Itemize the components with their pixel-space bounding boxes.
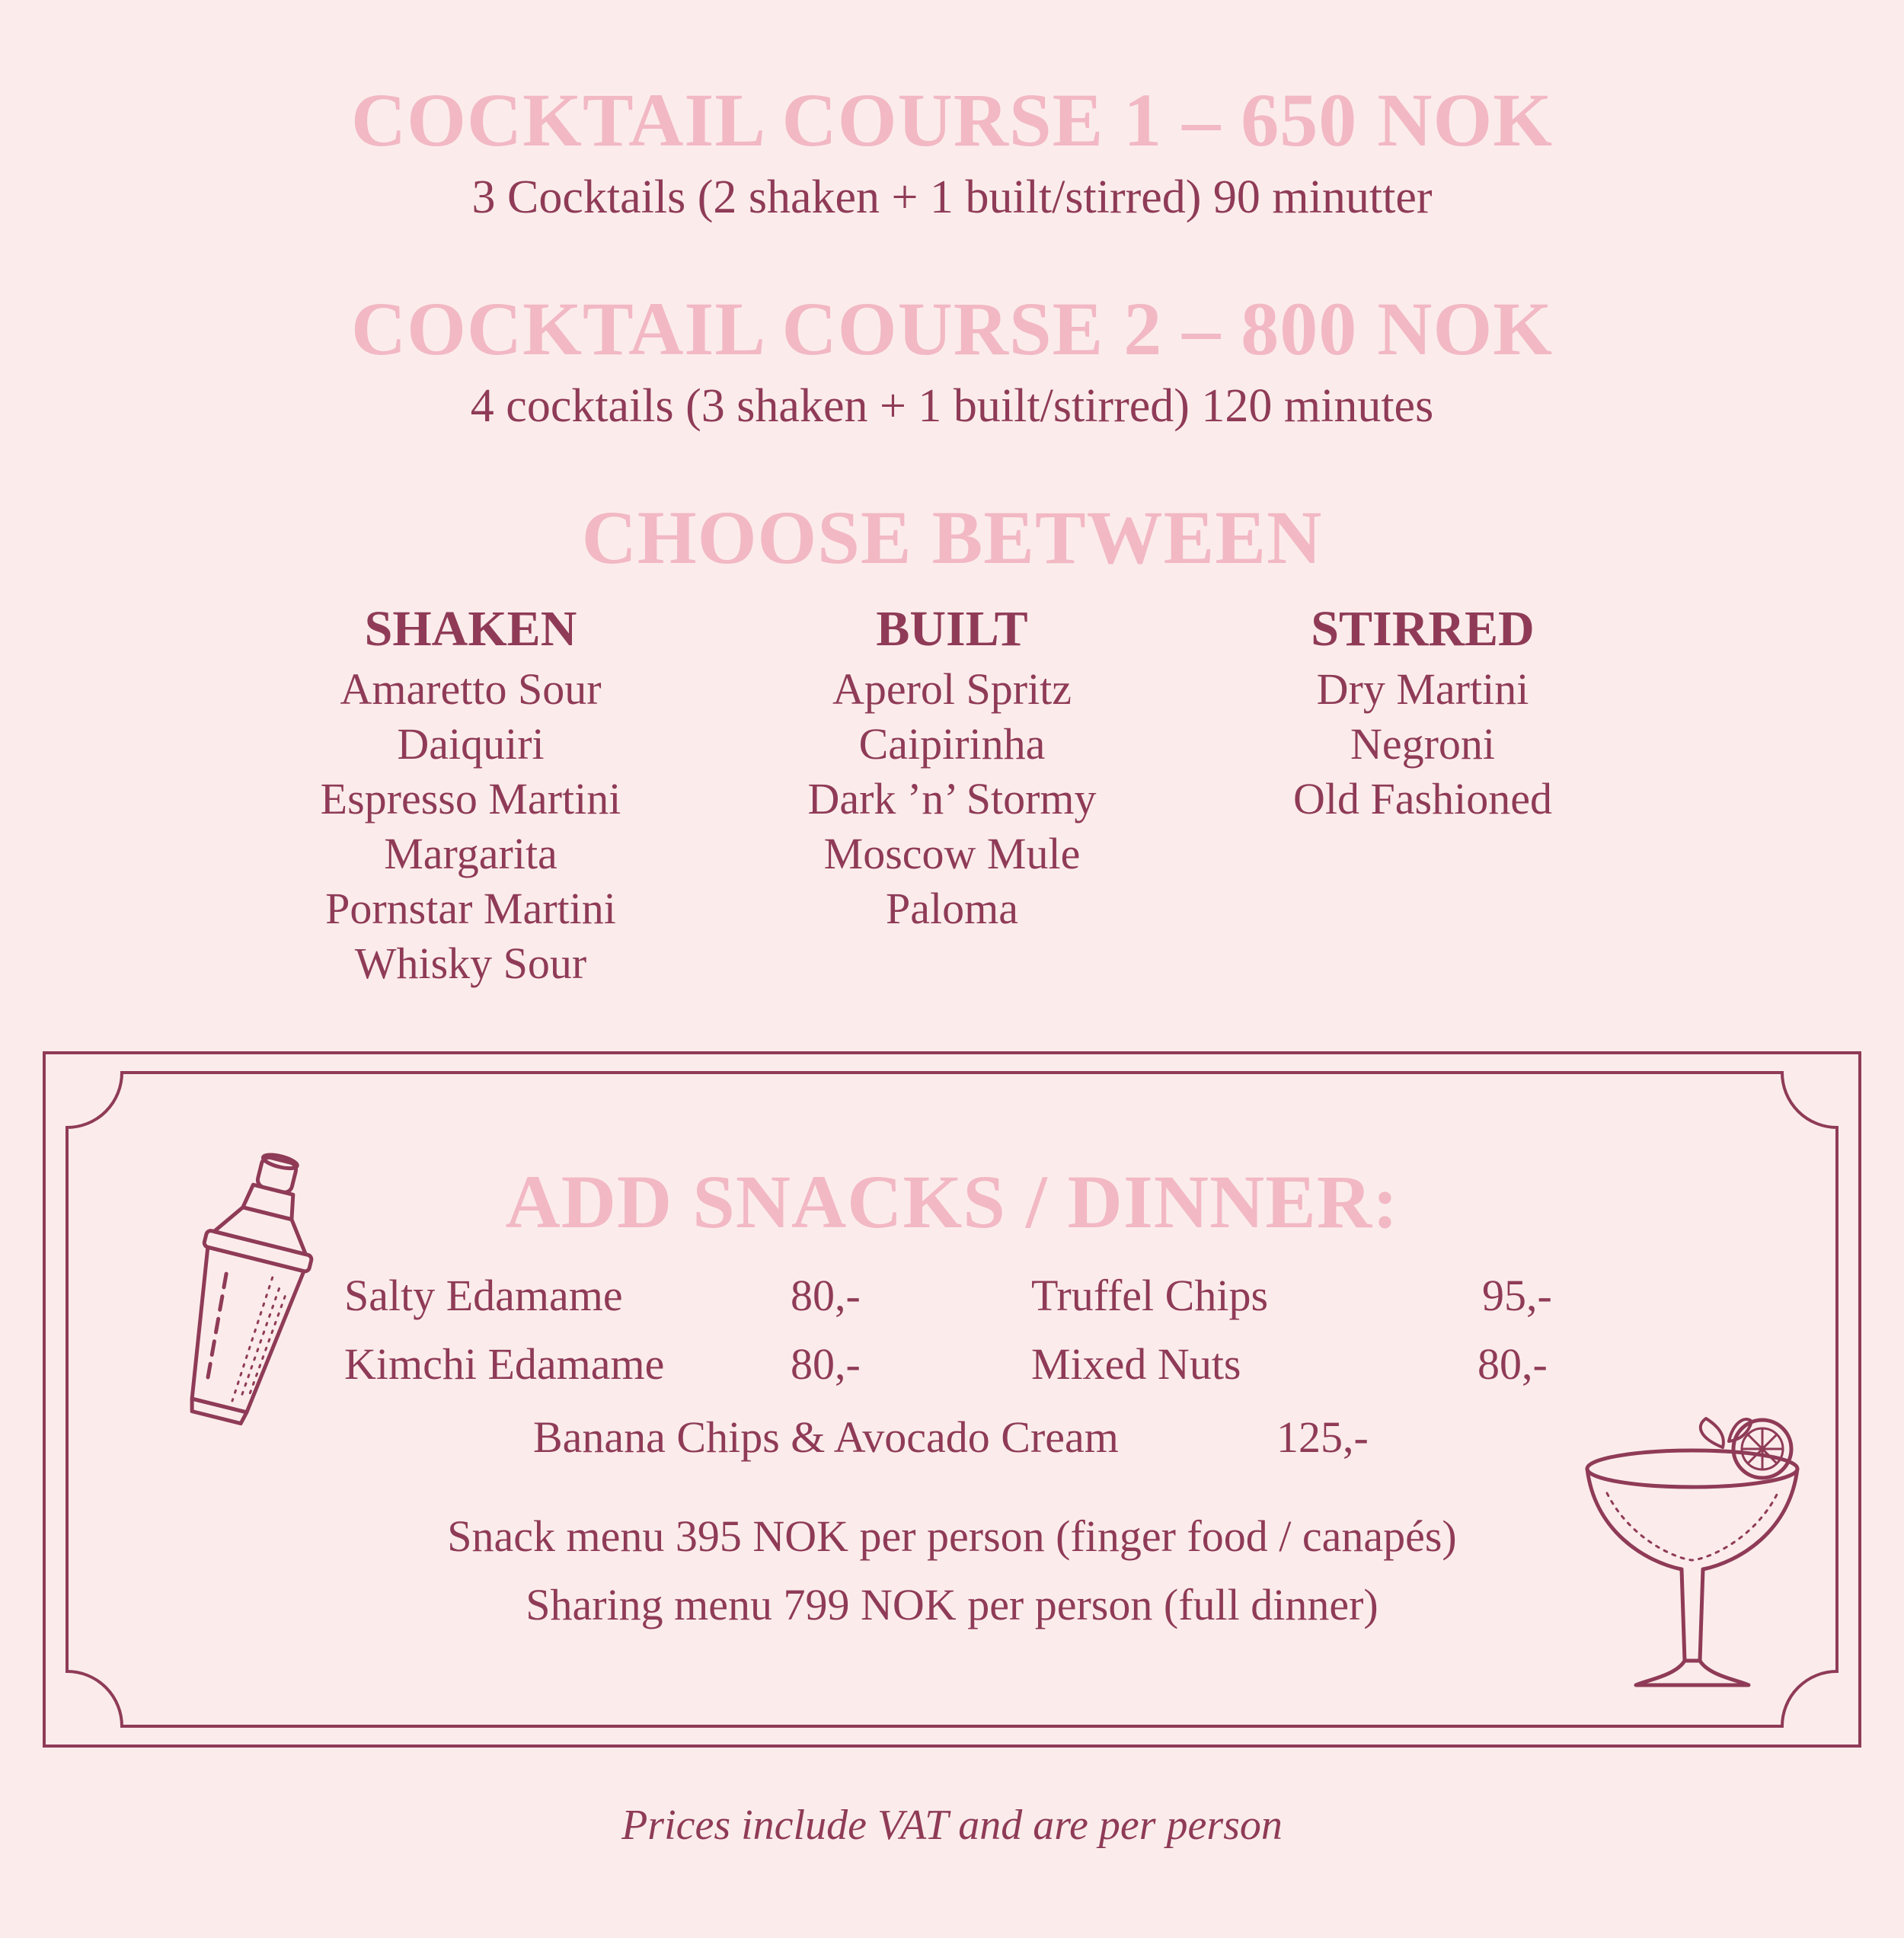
list-item: Caipirinha (858, 719, 1046, 769)
list-item: Margarita (384, 829, 557, 878)
vat-note: Prices include VAT and are per person (621, 1802, 1283, 1849)
snack-price: 80,- (1478, 1339, 1548, 1389)
built-heading: BUILT (876, 601, 1028, 657)
list-item: Moscow Mule (823, 829, 1081, 878)
list-item: Old Fashioned (1293, 774, 1552, 823)
snack-menu-line: Snack menu 395 NOK per person (finger food / canapés) (447, 1511, 1457, 1561)
sharing-menu-line: Sharing menu 799 NOK per person (full dinner) (526, 1580, 1378, 1629)
snack-name: Salty Edamame (344, 1271, 623, 1320)
list-item: Amaretto Sour (340, 664, 602, 714)
list-item: Dry Martini (1316, 664, 1529, 714)
shaken-heading: SHAKEN (364, 601, 577, 657)
snack-price: 80,- (791, 1339, 861, 1389)
course-2-title: COCKTAIL COURSE 2 – 800 NOK (350, 286, 1554, 371)
snack-name: Truffel Chips (1031, 1271, 1269, 1320)
course-1-description: 3 Cocktails (2 shaken + 1 built/stirred) 90 minutter (471, 171, 1433, 223)
snack-name: Kimchi Edamame (344, 1339, 665, 1389)
choose-between-title: CHOOSE BETWEEN (581, 495, 1323, 580)
stirred-heading: STIRRED (1311, 601, 1535, 657)
list-item: Negroni (1350, 719, 1496, 769)
course-1-title: COCKTAIL COURSE 1 – 650 NOK (350, 78, 1554, 162)
snack-price: 125,- (1276, 1412, 1369, 1462)
list-item: Aperol Spritz (832, 664, 1072, 714)
snack-price: 95,- (1482, 1271, 1552, 1320)
list-item: Daiquiri (397, 719, 545, 769)
list-item: Espresso Martini (320, 774, 621, 823)
snack-name: Banana Chips & Avocado Cream (533, 1412, 1119, 1462)
list-item: Paloma (886, 884, 1018, 933)
course-2-description: 4 cocktails (3 shaken + 1 built/stirred) 120 minutes (470, 380, 1434, 432)
list-item: Pornstar Martini (325, 884, 616, 933)
list-item: Dark ’n’ Stormy (807, 774, 1097, 823)
list-item: Whisky Sour (354, 939, 587, 988)
snack-name: Mixed Nuts (1031, 1339, 1241, 1389)
snack-price: 80,- (791, 1271, 861, 1320)
snacks-title: ADD SNACKS / DINNER: (505, 1159, 1399, 1244)
